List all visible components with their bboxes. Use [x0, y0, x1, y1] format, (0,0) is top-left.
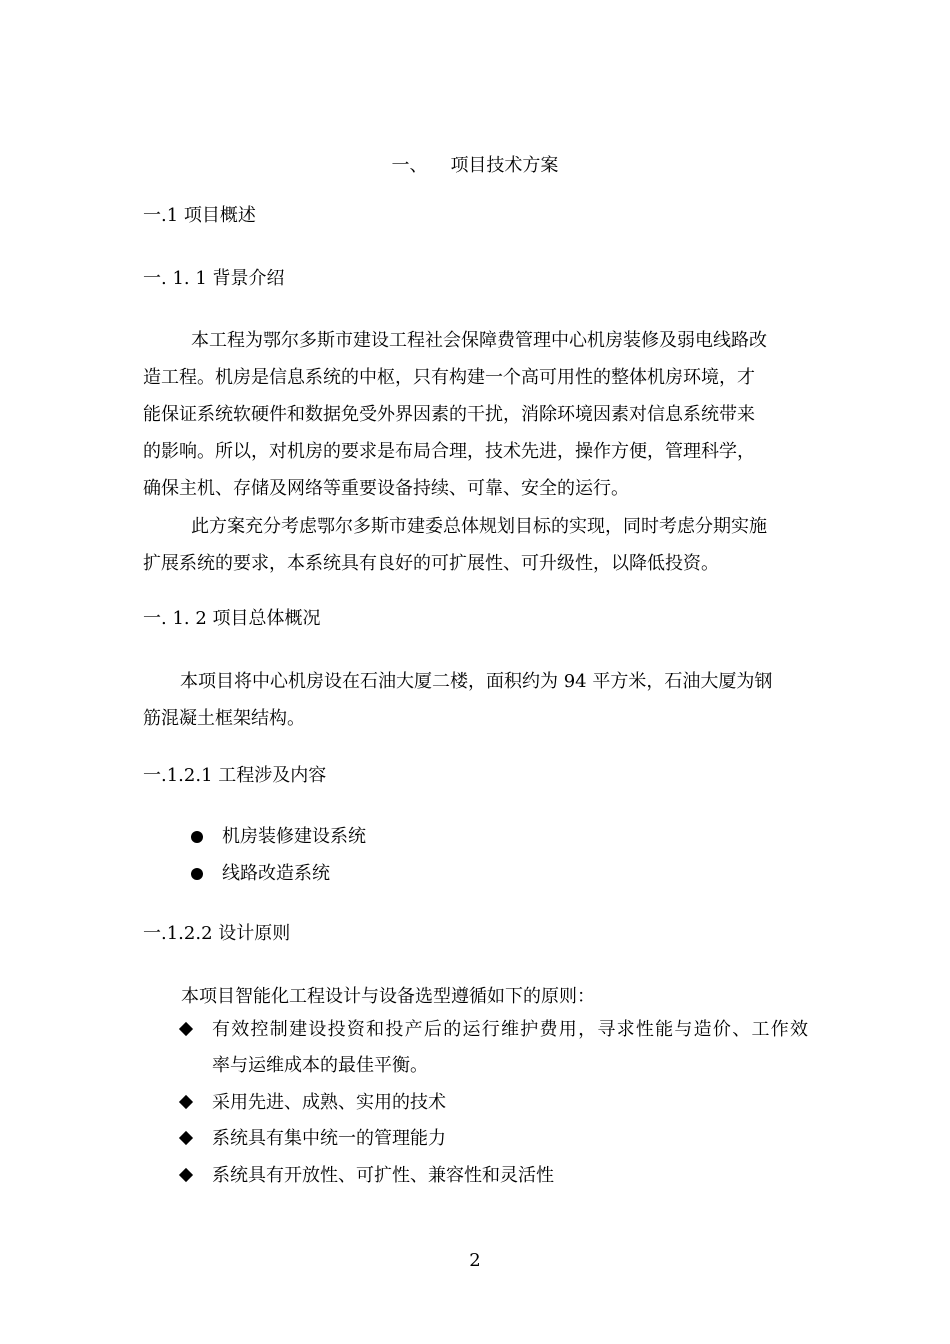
- diamond-bullet-icon: [179, 1095, 193, 1109]
- diamond-bullet-icon: [179, 1168, 193, 1182]
- paragraph-line: 扩展系统的要求，本系统具有良好的可扩展性、可升级性，以降低投资。: [143, 553, 719, 574]
- paragraph-line: 确保主机、存储及网络等重要设备持续、可靠、安全的运行。: [143, 478, 629, 499]
- principles-intro: 本项目智能化工程设计与设备选型遵循如下的原则：: [181, 986, 595, 1007]
- heading-number: 一、: [391, 155, 428, 176]
- background-paragraph-1: [143, 322, 808, 507]
- list-item-label: 系统具有开放性、可扩性、兼容性和灵活性: [212, 1165, 554, 1186]
- list-item-label: 有效控制建设投资和投产后的运行维护费用，寻求性能与造价、工作效: [212, 1019, 808, 1040]
- diamond-bullet-icon: [179, 1022, 193, 1036]
- page-number: 2: [469, 1250, 481, 1271]
- list-item-label: 采用先进、成熟、实用的技术: [212, 1092, 446, 1113]
- page-title: [0, 154, 950, 178]
- section-heading-1-1-1: 一. 1. 1 背景介绍: [143, 268, 285, 289]
- diamond-bullet-icon: [179, 1131, 193, 1145]
- list-item-label-continued: 率与运维成本的最佳平衡。: [212, 1055, 428, 1076]
- paragraph-line: 筋混凝土框架结构。: [143, 708, 305, 729]
- paragraph-line: 本项目将中心机房设在石油大厦二楼，面积约为 94 平方米，石油大厦为钢: [180, 671, 773, 692]
- section-heading-1-2-2: 一.1.2.2 设计原则: [143, 923, 291, 944]
- list-item-label: 系统具有集中统一的管理能力: [212, 1128, 446, 1149]
- overview-paragraph: [143, 663, 808, 737]
- section-heading-1-2-1: 一.1.2.1 工程涉及内容: [143, 765, 327, 786]
- paragraph-line: 此方案充分考虑鄂尔多斯市建委总体规划目标的实现，同时考虑分期实施: [191, 516, 767, 537]
- background-paragraph-2: [143, 508, 808, 582]
- list-item-label: 线路改造系统: [222, 863, 330, 884]
- paragraph-line: 本工程为鄂尔多斯市建设工程社会保障费管理中心机房装修及弱电线路改: [191, 330, 767, 351]
- paragraph-line: 造工程。机房是信息系统的中枢，只有构建一个高可用性的整体机房环境，才: [143, 367, 755, 388]
- heading-text: 项目技术方案: [450, 155, 559, 176]
- list-item-label: 机房装修建设系统: [222, 826, 366, 847]
- bullet-dot-icon: [191, 831, 203, 843]
- section-heading-1-1: 一.1 项目概述: [143, 205, 256, 226]
- section-heading-1-1-2: 一. 1. 2 项目总体概况: [143, 608, 321, 629]
- paragraph-line: 能保证系统软硬件和数据免受外界因素的干扰，消除环境因素对信息系统带来: [143, 404, 755, 425]
- bullet-dot-icon: [191, 868, 203, 880]
- paragraph-line: 的影响。所以，对机房的要求是布局合理，技术先进，操作方便，管理科学，: [143, 441, 755, 462]
